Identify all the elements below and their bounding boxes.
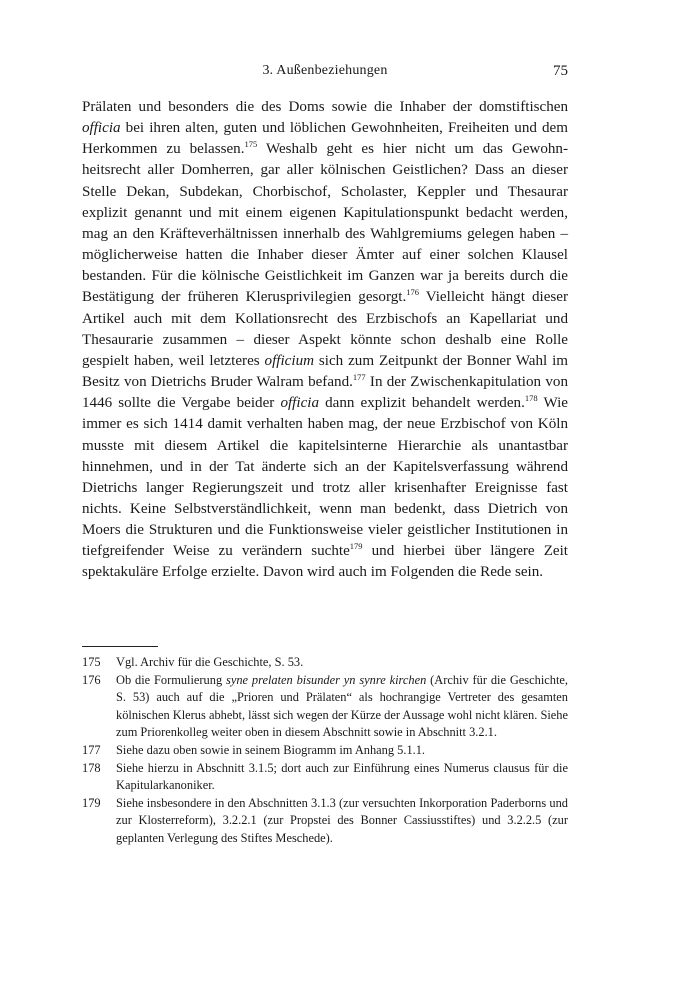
text-segment: Ob die Formulierung [116, 672, 227, 687]
text-segment: Prälaten und besonders die des Doms sowie die Inhaber der domstiftischen [82, 99, 568, 115]
footnote-175 [82, 654, 568, 672]
footnotes [82, 654, 568, 848]
footnote-ref-176[interactable]: 176 [406, 287, 419, 298]
text-segment: In der Zwischenkapitulation von 1446 sollte die Vergabe beider [82, 374, 568, 412]
footnote-number: 179 [82, 795, 101, 810]
body-paragraph [82, 97, 568, 584]
footnote-text: Siehe insbesondere in den Abschnitten 3.1.3 (zur versuchten Inkorporation Paderborns und zur Klosterreform), 3.2.2.1 (zur Propstei des Bonner Cassiusstiftes) und 3.2.2.5 (zur geplanten Verlegung des Stiftes Meschede). [116, 795, 568, 845]
footnote-179 [82, 795, 568, 848]
footnote-text: Siehe dazu oben sowie in seinem Biogramm im Anhang 5.1.1. [116, 742, 426, 757]
footnote-ref-175[interactable]: 175 [244, 139, 258, 150]
footnote-text [116, 672, 568, 742]
running-head [82, 62, 568, 80]
footnote-177 [82, 742, 568, 760]
text-segment: und hierbei über längere Zeit spektakuläre Erfolge erzielte. Davon wird auch im Folgenden die Rede sein. [82, 543, 568, 581]
footnote-text: Siehe hierzu in Abschnitt 3.1.5; dort auch zur Einführung eines Numerus clausus für die Kapitularkanoniker. [116, 760, 568, 793]
footnote-ref-179[interactable]: 179 [349, 541, 363, 552]
text-segment: sich zum Zeitpunkt der Bonner Wahl im Besitz von Dietrichs Bruder Walram befand. [82, 352, 568, 391]
page-number: 75 [553, 63, 568, 79]
footnote-ref-178[interactable]: 178 [524, 393, 538, 404]
running-title: 3. Außenbeziehungen [262, 63, 388, 78]
italic-quote: syne prelaten bisunder yn synre kirchen [226, 672, 427, 687]
footnote-176 [82, 672, 568, 742]
body-text [82, 97, 568, 584]
footnote-number: 176 [82, 672, 101, 687]
italic-term: officia [280, 395, 320, 412]
footnote-text: Vgl. Archiv für die Geschichte, S. 53. [116, 655, 304, 669]
text-segment: (Archiv für die Geschichte, S. 53) auch auf die „Prioren und Prälaten“ als hochrangige Vertreter des gesamten kölnischen Klerus abhebt, lässt sich wegen der Kürze der Aussage wohl nicht klären. Siehe zum Priorenkolleg weiter oben in diesem Abschnitt sowie in Abschnitt 3.2.1. [116, 672, 568, 740]
text-segment: Vielleicht hängt dieser Artikel auch mit dem Kollationsrecht des Erzbischofs an Kapellariat und Thesaurarie zusammen – dieser Aspekt könnte schon deshalb eine Rolle gespielt haben, weil letzteres [82, 289, 568, 369]
text-segment: Weshalb geht es hier nicht um das Gewohnheitsrecht aller Domherren, gar aller kölnischen Geistlichen? Dass an dieser Stelle Dekan, Subdekan, Chorbischof, Scholaster, Keppler und Thesaurar explizit genannt und mit einem eigenen Kapitulationspunkt bedacht werden, mag an den Kräfteverhältnissen innerhalb des Wahlgremiums gelegen haben – möglicherweise hatten die Inhaber dieser Ämter auf einer solchen Klausel bestanden. Für die kölnische Geistlichkeit im Ganzen war ja bereits durch die Bestätigung der früheren Klerusprivilegien gesorgt. [82, 141, 568, 306]
footnote-number: 175 [82, 655, 101, 669]
italic-term: officia [82, 120, 121, 137]
footnote-178 [82, 760, 568, 795]
text-segment: Wie immer es sich 1414 damit verhalten haben mag, der neue Erzbischof von Köln musste mit diesem Artikel die kapitelsinterne Hierarchie als unantastbar hinnehmen, und in der Tat änderte sich an der Kapitelsverfassung während Dietrichs langer Regierungszeit und trotz aller krisenhafter Ereignisse fast nichts. Keine Selbstverständlichkeit, wenn man bedenkt, dass Dietrich von Moers die Strukturen und die Funktionsweise vieler geistlicher Institutionen in tiefgreifender Weise zu verändern suchte [82, 395, 568, 560]
text-segment: dann explizit behandelt werden. [319, 395, 525, 412]
footnote-ref-177[interactable]: 177 [352, 372, 366, 383]
footnote-number: 177 [82, 742, 101, 757]
italic-term: officium [264, 352, 315, 369]
footnote-divider [82, 646, 158, 647]
text-segment: bei ihren alten, guten und löblichen Gewohnheiten, Freiheiten und dem Herkommen zu belassen. [82, 120, 568, 158]
footnote-number: 178 [82, 760, 101, 775]
